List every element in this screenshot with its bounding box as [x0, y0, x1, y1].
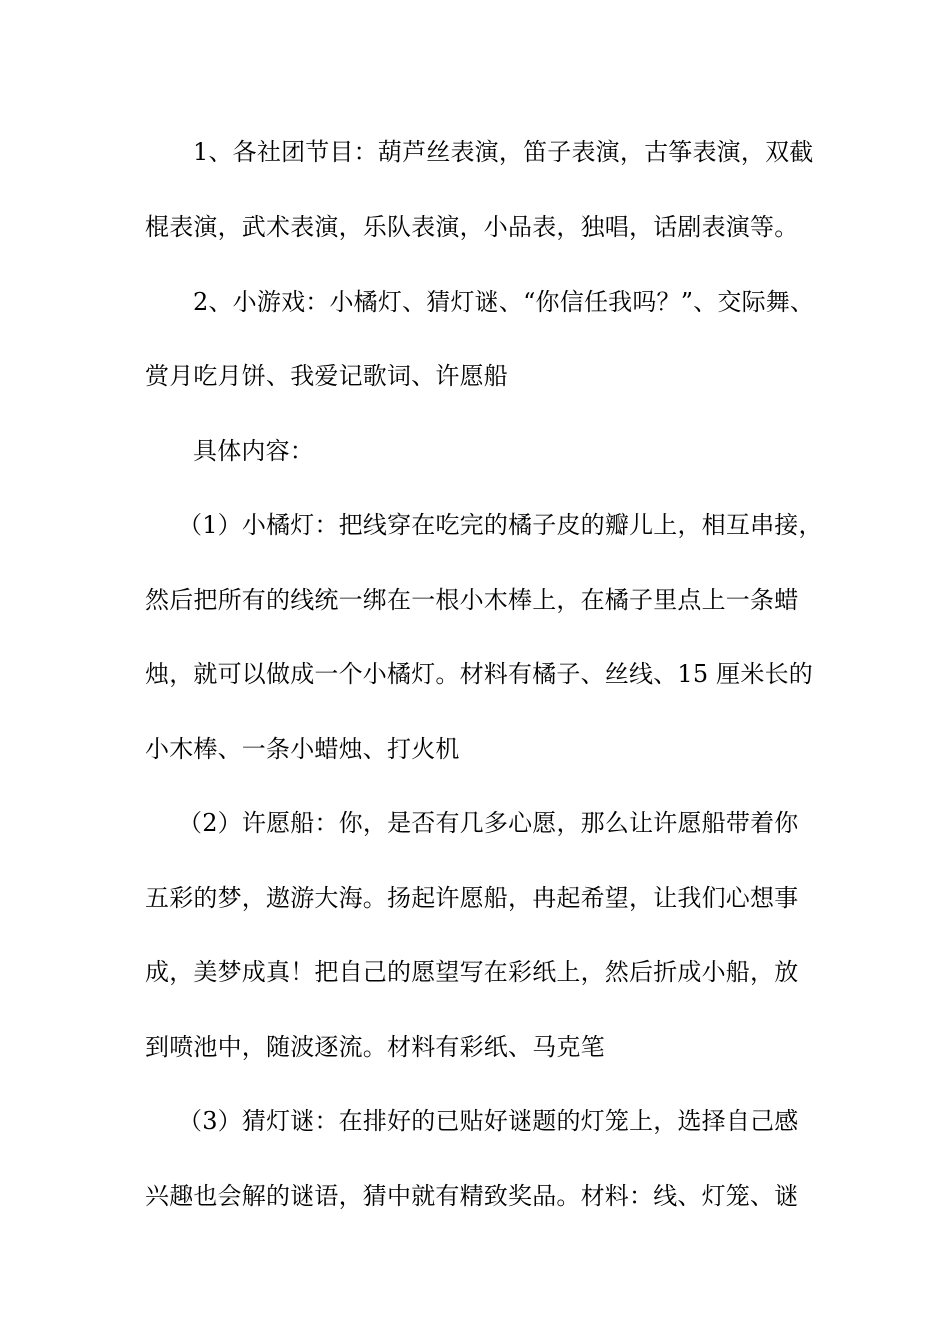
- paragraph-line: 到喷池中，随波逐流。材料有彩纸、马克笔: [145, 1033, 605, 1061]
- paragraph-line: 1、各社团节目：葫芦丝表演，笛子表演，古筝表演，双截: [193, 138, 814, 166]
- paragraph-line: 兴趣也会解的谜语，猜中就有精致奖品。材料：线、灯笼、谜: [145, 1182, 799, 1210]
- paragraph-line: 五彩的梦，遨游大海。扬起许愿船，冉起希望，让我们心想事: [145, 884, 799, 912]
- paragraph-line: 然后把所有的线统一绑在一根小木棒上，在橘子里点上一条蜡: [145, 586, 799, 614]
- paragraph-line: 烛，就可以做成一个小橘灯。材料有橘子、丝线、15 厘米长的: [145, 660, 813, 688]
- paragraph-line: （2）许愿船：你，是否有几多心愿，那么让许愿船带着你: [178, 809, 799, 837]
- paragraph-line: 2、小游戏：小橘灯、猜灯谜、“你信任我吗？”、交际舞、: [193, 288, 815, 316]
- section-heading: 具体内容：: [193, 437, 314, 465]
- paragraph-line: 成，美梦成真！把自己的愿望写在彩纸上，然后折成小船，放: [145, 958, 799, 986]
- paragraph-line: 小木棒、一条小蜡烛、打火机: [145, 735, 460, 763]
- paragraph-line: 赏月吃月饼、我爱记歌词、许愿船: [145, 362, 508, 390]
- paragraph-line: （1）小橘灯：把线穿在吃完的橘子皮的瓣儿上，相互串接，: [178, 511, 823, 539]
- paragraph-line: （3）猜灯谜：在排好的已贴好谜题的灯笼上，选择自己感: [178, 1107, 799, 1135]
- paragraph-line: 棍表演，武术表演，乐队表演，小品表，独唱，话剧表演等。: [145, 213, 799, 241]
